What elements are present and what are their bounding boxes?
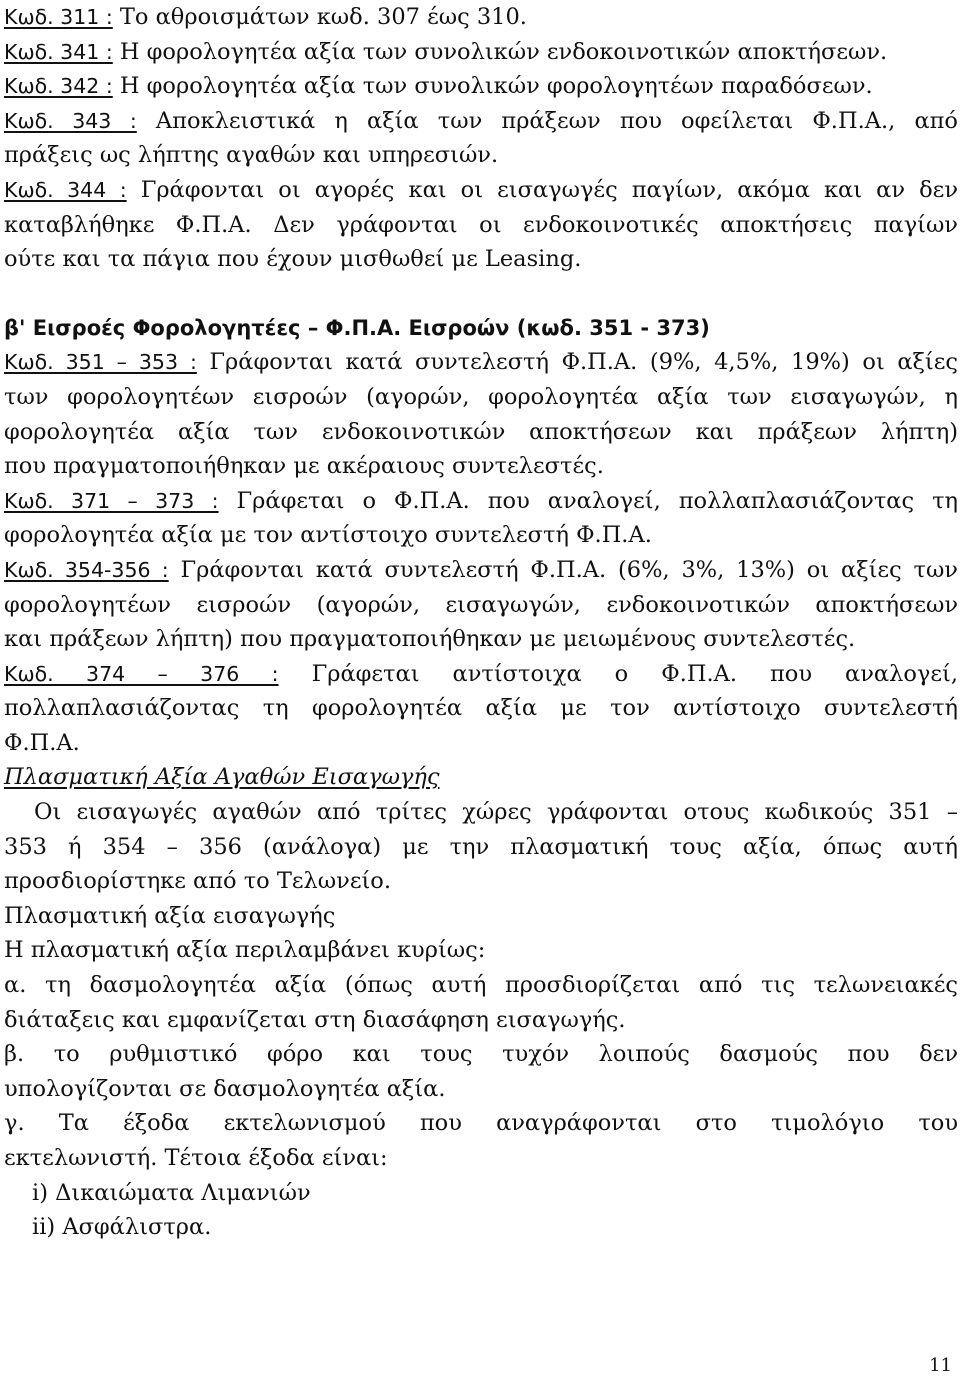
text-line: ούτε και τα πάγια που έχουν μισθωθεί με Leasing. <box>4 246 582 273</box>
text-line: πολλαπλασιάζοντας τη φορολογητέα αξία με τον αντίστοιχο συντελεστή <box>4 695 958 722</box>
text-line: Κωδ. 351 – 353 : Γράφονται κατά συντελεστή Φ.Π.Α. (9%, 4,5%, 19%) οι αξίες <box>4 349 958 376</box>
text-line: Κωδ. 374 – 376 : Γράφεται αντίστοιχα ο Φ.Π.Α. που αναλογεί, <box>4 660 958 687</box>
text-line: καταβλήθηκε Φ.Π.Α. Δεν γράφονται οι ενδοκοινοτικές αποκτήσεις παγίων <box>4 211 958 238</box>
text-line: φορολογητέα αξία των ενδοκοινοτικών αποκτήσεων και πράξεων λήπτη) <box>4 418 958 445</box>
text-line: που πραγματοποιήθηκαν με ακέραιους συντελεστές. <box>4 453 604 480</box>
page-number: 11 <box>929 1355 952 1376</box>
text-line: φορολογητέα αξία με τον αντίστοιχο συντελεστή Φ.Π.Α. <box>4 522 652 549</box>
text-line: Η πλασματική αξία περιλαμβάνει κυρίως: <box>4 937 486 964</box>
text-line: φορολογητέων εισροών (αγορών, εισαγωγών, ενδοκοινοτικών αποκτήσεων <box>4 591 958 618</box>
sub-list-item: i) Δικαιώματα Λιμανιών <box>32 1179 311 1206</box>
text-line: Κωδ. 342 : Η φορολογητέα αξία των συνολικών φορολογητέων παραδόσεων. <box>4 73 873 100</box>
subheading: Πλασματική αξία εισαγωγής <box>4 902 336 929</box>
text-line: πράξεις ως λήπτης αγαθών και υπηρεσιών. <box>4 142 499 169</box>
text-line: υπολογίζονται σε δασμολογητέα αξία. <box>4 1075 446 1102</box>
text-line: διάταξεις και εμφανίζεται στη διασάφηση εισαγωγής. <box>4 1006 626 1033</box>
code-ref: Κωδ. 343 : <box>4 108 137 133</box>
text-line: Κωδ. 341 : Η φορολογητέα αξία των συνολικών ενδοκοινοτικών αποκτήσεων. <box>4 38 888 65</box>
text-line: Κωδ. 344 : Γράφονται οι αγορές και οι εισαγωγές παγίων, ακόμα και αν δεν <box>4 176 958 203</box>
code-ref: Κωδ. 354-356 : <box>4 557 169 582</box>
text-line: προσδιορίστηκε από το Τελωνείο. <box>4 868 391 895</box>
list-item: β. το ρυθμιστικό φόρο και τους τυχόν λοιπούς δασμούς που δεν <box>4 1041 958 1068</box>
text-line: Κωδ. 311 : Το αθροισμάτων κωδ. 307 έως 310. <box>4 4 527 30</box>
code-ref: Κωδ. 342 : <box>4 74 113 99</box>
text-line: των φορολογητέων εισροών (αγορών, φορολογητέα αξία των εισαγωγών, η <box>4 383 958 410</box>
sub-list-item: ii) Ασφάλιστρα. <box>32 1214 212 1241</box>
text-line: Οι εισαγωγές αγαθών από τρίτες χώρες γράφονται οτους κωδικούς 351 – <box>34 799 958 826</box>
document-page <box>4 0 958 1245</box>
text-line: Κωδ. 371 – 373 : Γράφεται ο Φ.Π.Α. που αναλογεί, πολλαπλασιάζοντας τη <box>4 487 958 514</box>
text-line: εκτελωνιστή. Τέτοια έξοδα είναι: <box>4 1145 388 1171</box>
code-ref: Κωδ. 311 : <box>4 5 113 29</box>
subsection-title: Πλασματική Αξία Αγαθών Εισαγωγής <box>4 764 440 791</box>
code-ref: Κωδ. 341 : <box>4 39 113 64</box>
text-line: Φ.Π.Α. <box>4 729 80 756</box>
code-ref: Κωδ. 374 – 376 : <box>4 661 279 686</box>
text-line: 353 ή 354 – 356 (ανάλογα) με την πλασματική τους αξία, όπως αυτή <box>4 833 958 860</box>
list-item: γ. Τα έξοδα εκτελωνισμού που αναγράφονται στο τιμολόγιο του <box>4 1110 958 1137</box>
code-ref: Κωδ. 344 : <box>4 177 127 202</box>
code-ref: Κωδ. 371 – 373 : <box>4 488 219 513</box>
list-item: α. τη δασμολογητέα αξία (όπως αυτή προσδιορίζεται από τις τελωνειακές <box>4 972 958 999</box>
text-line: και πράξεων λήπτη) που πραγματοποιήθηκαν με μειωμένους συντελεστές. <box>4 626 856 653</box>
text-line: Κωδ. 343 : Αποκλειστικά η αξία των πράξεων που οφείλεται Φ.Π.Α., από <box>4 107 958 134</box>
section-heading: β' Εισροές Φορολογητέες – Φ.Π.Α. Εισροών (κωδ. 351 - 373) <box>4 315 710 340</box>
code-ref: Κωδ. 351 – 353 : <box>4 350 197 375</box>
text-line: Κωδ. 354-356 : Γράφονται κατά συντελεστή Φ.Π.Α. (6%, 3%, 13%) οι αξίες των <box>4 556 958 583</box>
